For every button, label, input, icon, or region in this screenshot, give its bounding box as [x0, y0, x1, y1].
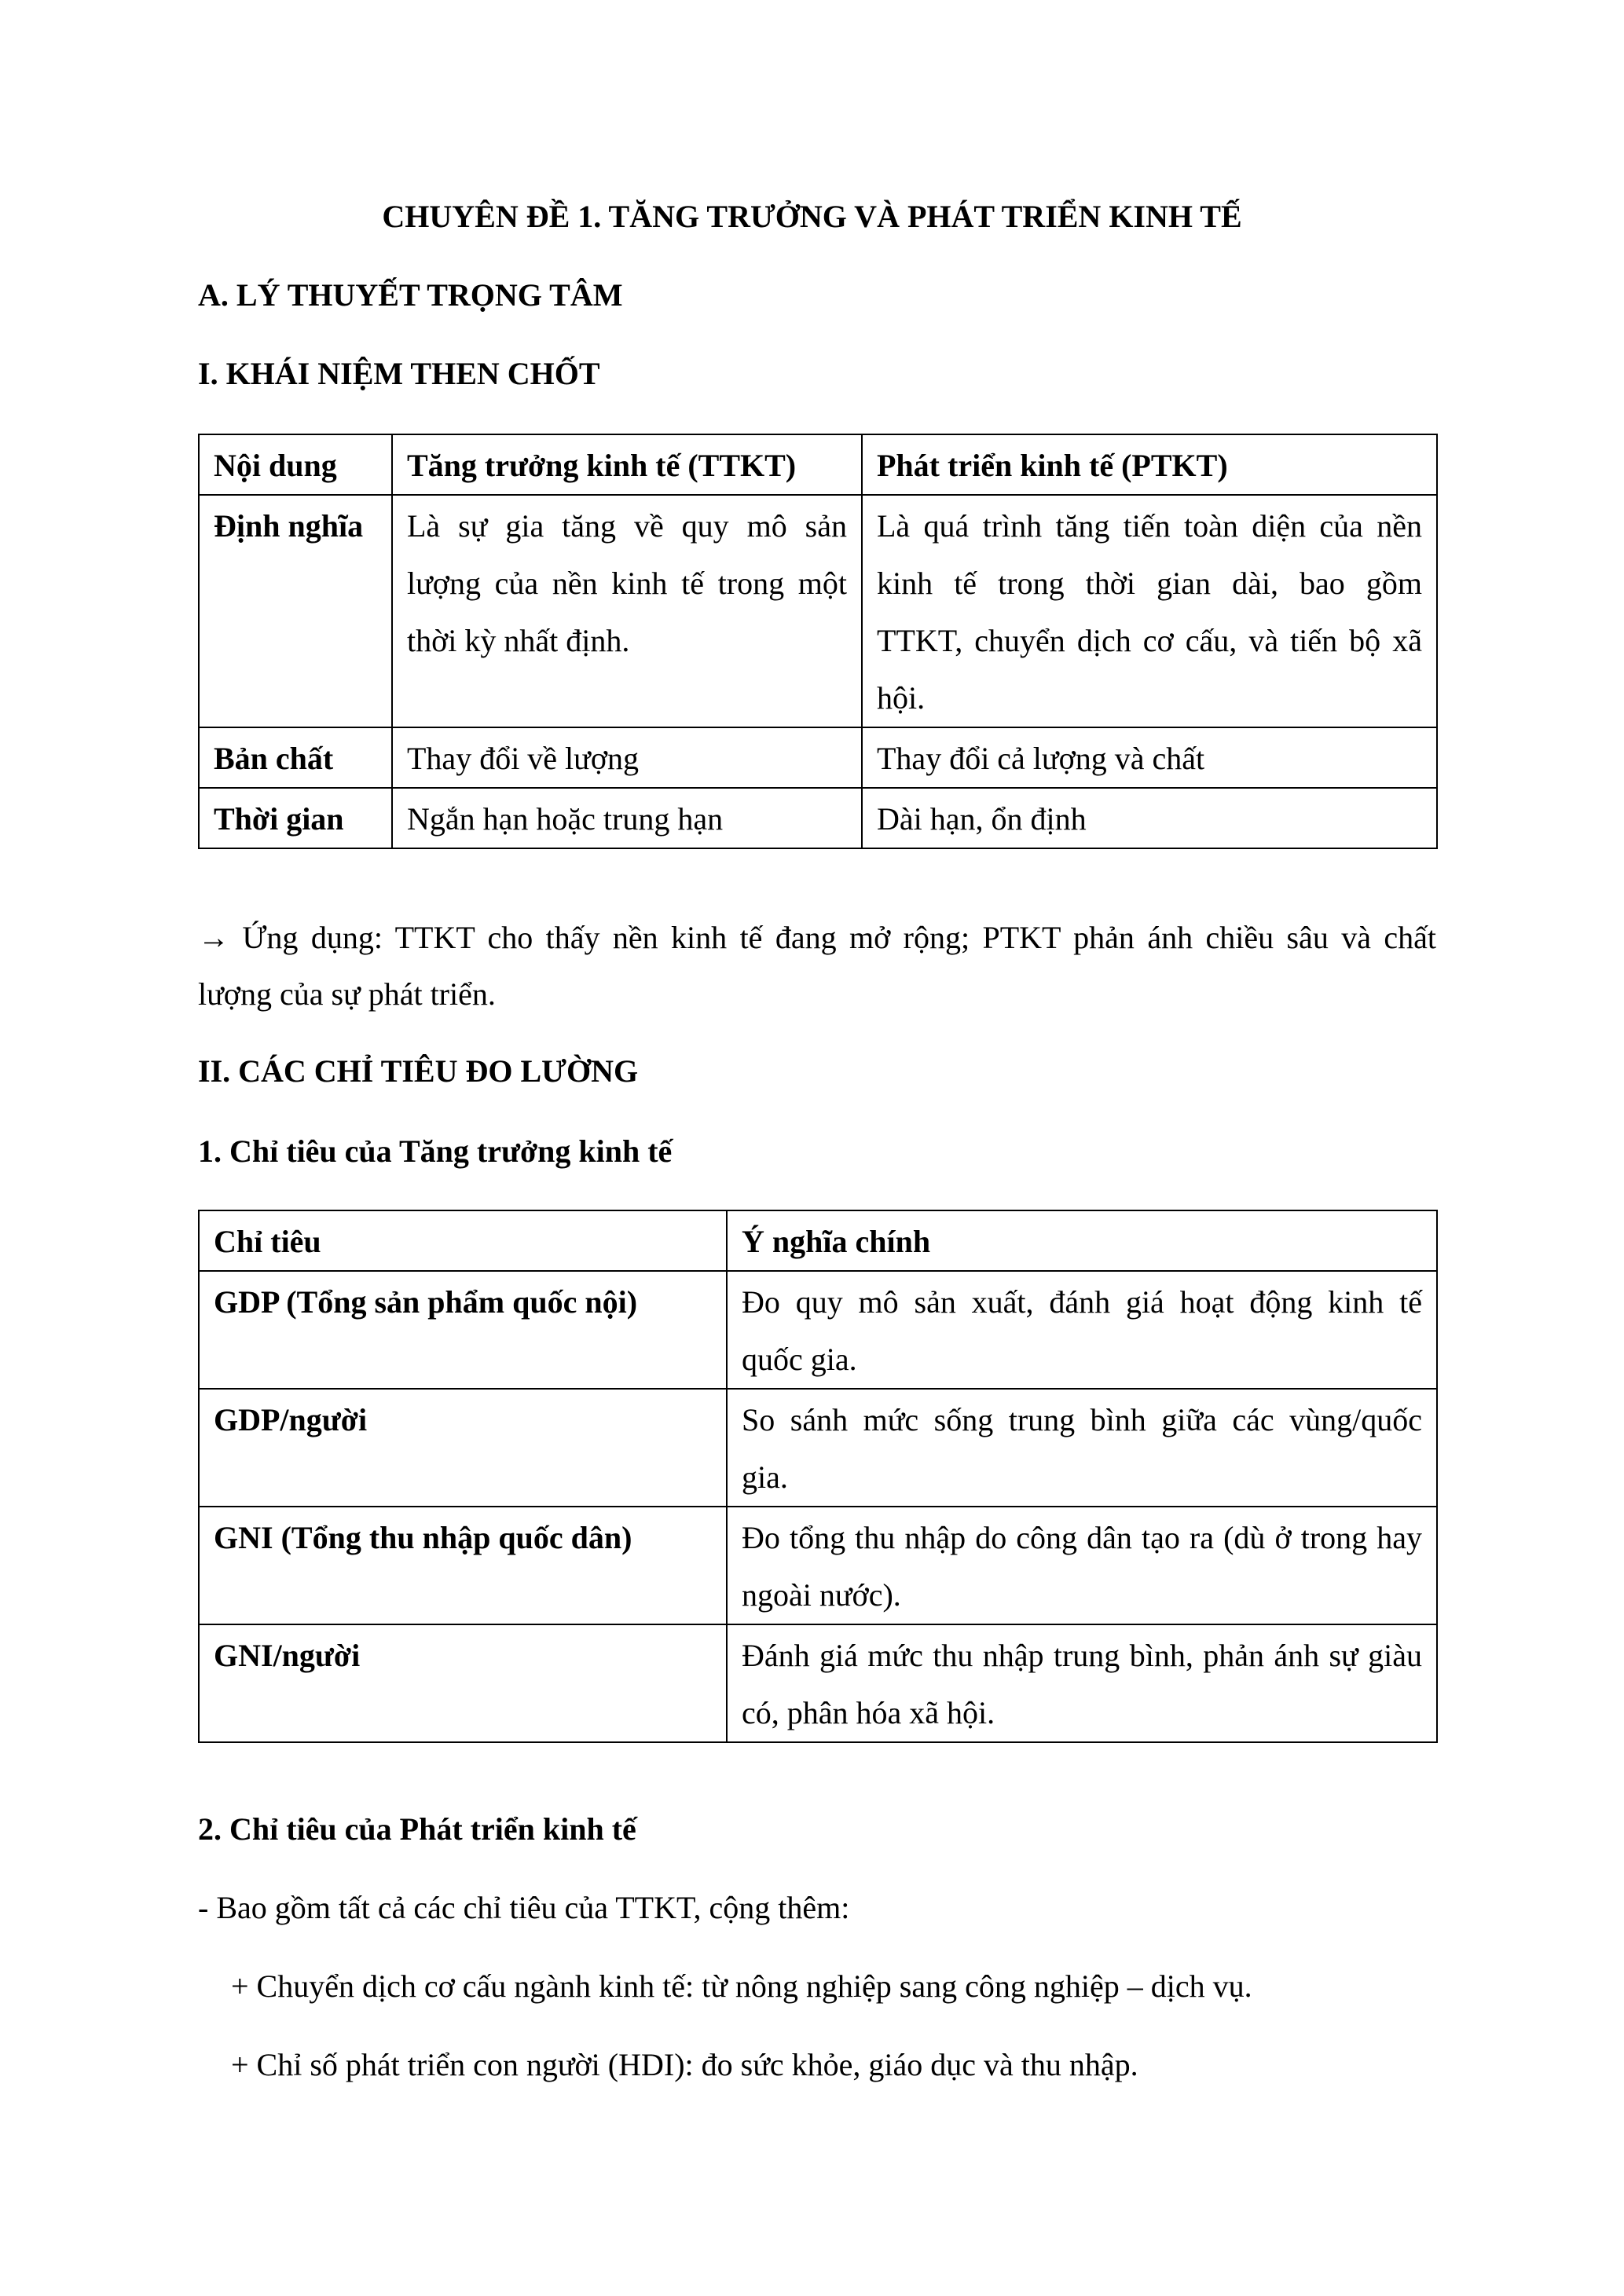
row-label: Định nghĩa: [199, 495, 392, 727]
row-label: GDP/người: [199, 1389, 727, 1507]
bullet-item: + Chuyển dịch cơ cấu ngành kinh tế: từ nông nghiệp sang công nghiệp – dịch vụ.: [231, 1968, 1252, 2004]
cell-text-line: Đo tổng thu nhập do công dân tạo ra (dù ở trong hay: [742, 1520, 1422, 1555]
application-line: lượng của sự phát triển.: [198, 976, 496, 1012]
time-ttkt-cell: [392, 788, 862, 848]
subsection-heading-2: 2. Chỉ tiêu của Phát triển kinh tế: [198, 1811, 636, 1847]
header-cell-ttkt: Tăng trưởng kinh tế (TTKT): [392, 434, 862, 495]
cell-text-line: lượng của nền kinh tế trong một: [407, 566, 847, 601]
table-row: [199, 788, 1437, 848]
meaning-cell: [727, 1507, 1437, 1624]
table-header-row: [199, 434, 1437, 495]
application-line: → Ứng dụng: TTKT cho thấy nền kinh tế đang mở rộng; PTKT phản ánh chiều sâu và chất: [198, 920, 1436, 955]
header-cell-ptkt: Phát triển kinh tế (PTKT): [862, 434, 1437, 495]
meaning-cell: [727, 1624, 1437, 1742]
cell-text-line: quốc gia.: [742, 1342, 857, 1377]
row-label: GNI (Tổng thu nhập quốc dân): [199, 1507, 727, 1624]
meaning-cell: [727, 1389, 1437, 1507]
meaning-cell: [727, 1271, 1437, 1389]
table-row: [199, 1624, 1437, 1742]
section-heading-a: A. LÝ THUYẾT TRỌNG TÂM: [198, 277, 623, 313]
cell-text-line: ngoài nước).: [742, 1577, 901, 1613]
cell-text-line: Dài hạn, ổn định: [877, 801, 1087, 837]
table-row: [199, 1507, 1437, 1624]
table-header-row: [199, 1210, 1437, 1271]
cell-text-line: So sánh mức sống trung bình giữa các vùng/quốc: [742, 1402, 1422, 1437]
concept-table: [198, 434, 1438, 849]
time-ptkt-cell: [862, 788, 1437, 848]
definition-ptkt-cell: [862, 495, 1437, 727]
row-label: Thời gian: [199, 788, 392, 848]
cell-text-line: Thay đổi cả lượng và chất: [877, 741, 1205, 776]
nature-ptkt-cell: [862, 727, 1437, 788]
section-heading-1: I. KHÁI NIỆM THEN CHỐT: [198, 356, 600, 391]
cell-text-line: Là sự gia tăng về quy mô sản: [407, 508, 847, 544]
cell-text-line: Đánh giá mức thu nhập trung bình, phản ánh sự giàu: [742, 1638, 1422, 1673]
document-title: CHUYÊN ĐỀ 1. TĂNG TRƯỞNG VÀ PHÁT TRIỂN KINH TẾ: [382, 199, 1242, 234]
header-cell-content: Nội dung: [199, 434, 392, 495]
row-label: GNI/người: [199, 1624, 727, 1742]
section-heading-2: II. CÁC CHỈ TIÊU ĐO LƯỜNG: [198, 1053, 639, 1089]
header-cell-meaning: Ý nghĩa chính: [727, 1210, 1437, 1271]
table-row: [199, 495, 1437, 727]
nature-ttkt-cell: [392, 727, 862, 788]
cell-text-line: Thay đổi về lượng: [407, 741, 639, 776]
cell-text-line: Ngắn hạn hoặc trung hạn: [407, 801, 724, 837]
cell-text-line: Đo quy mô sản xuất, đánh giá hoạt động kinh tế: [742, 1284, 1422, 1320]
table-row: [199, 1389, 1437, 1507]
subsection-heading-1: 1. Chỉ tiêu của Tăng trưởng kinh tế: [198, 1133, 673, 1169]
row-label: Bản chất: [199, 727, 392, 788]
definition-ttkt-cell: [392, 495, 862, 727]
cell-text-line: có, phân hóa xã hội.: [742, 1695, 995, 1730]
row-label: GDP (Tổng sản phẩm quốc nội): [199, 1271, 727, 1389]
cell-text-line: thời kỳ nhất định.: [407, 623, 630, 658]
cell-text-line: Là quá trình tăng tiến toàn diện của nền: [877, 508, 1422, 544]
bullet-item: - Bao gồm tất cả các chỉ tiêu của TTKT, cộng thêm:: [198, 1890, 850, 1925]
table-row: [199, 1271, 1437, 1389]
cell-text-line: hội.: [877, 680, 926, 716]
cell-text-line: gia.: [742, 1459, 788, 1495]
indicator-table: [198, 1210, 1438, 1743]
cell-text-line: kinh tế trong thời gian dài, bao gồm: [877, 566, 1422, 601]
bullet-item: + Chỉ số phát triển con người (HDI): đo sức khỏe, giáo dục và thu nhập.: [231, 2047, 1138, 2082]
cell-text-line: TTKT, chuyển dịch cơ cấu, và tiến bộ xã: [877, 623, 1422, 658]
table-row: [199, 727, 1437, 788]
header-cell-indicator: Chỉ tiêu: [199, 1210, 727, 1271]
